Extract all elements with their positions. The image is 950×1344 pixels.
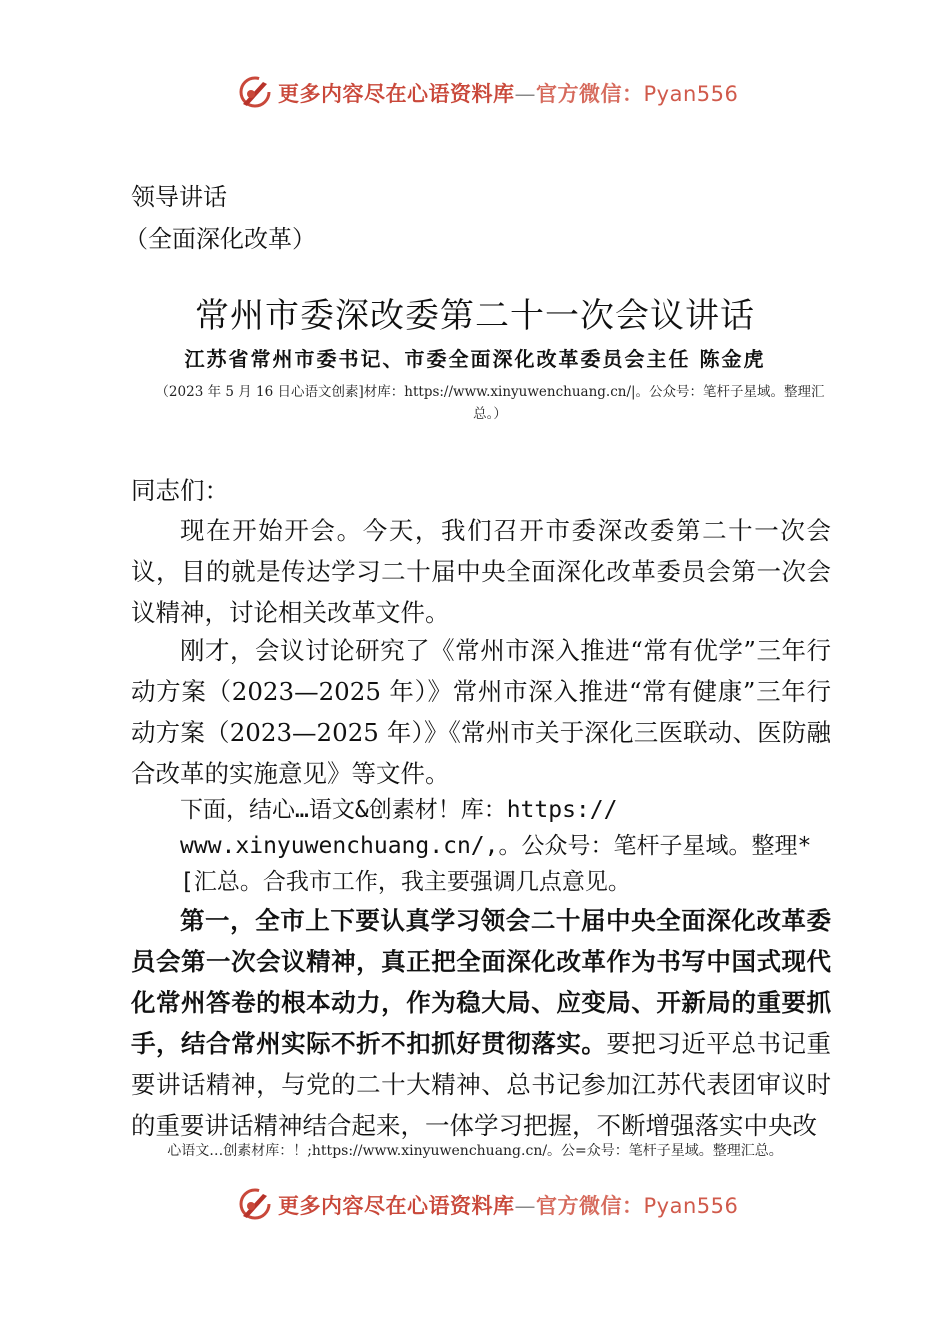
bottom-banner xyxy=(0,1180,950,1230)
paragraph-4-text: 要把习近平总书记重要讲话精神，与党的二十大精神、总书记参加江苏代表团审议时的重要讲话精神结合起来，一体学习把握，不断增强落实中央改 xyxy=(131,1029,832,1140)
paragraph-3-line-3: [汇总。合我市工作，我主要强调几点意见。 xyxy=(180,869,631,895)
category-sublabel: （全面深化改革） xyxy=(124,225,316,253)
banner-main: 更多内容尽在心语资料库 xyxy=(278,82,515,106)
banner-separator: — xyxy=(514,82,536,106)
source-note: （2023 年 5 月 16 日心语文创素]材库：https://www.xinyuwenchuang.cn/|。公众号：笔杆子星域。整理汇总。） xyxy=(155,384,825,422)
category-label: 领导讲话 xyxy=(131,183,227,211)
paragraph-3 xyxy=(131,792,831,900)
banner-separator: — xyxy=(514,1194,536,1218)
banner-text xyxy=(278,78,738,108)
brush-logo-icon xyxy=(237,74,273,110)
paragraph-2: 刚才，会议讨论研究了《常州市深入推进“常有优学”三年行动方案（2023—2025 年）》常州市深入推进“常有健康”三年行动方案（2023—2025 年）》《常州市关于深化三医联动、医防融合改革的实施意见》等文件。 xyxy=(131,636,831,788)
banner-wechat-id: Pyan556 xyxy=(643,1194,739,1218)
paragraph-3-line-1: 下面，结心…语文&创素材！库：https:// xyxy=(180,797,618,823)
banner-text xyxy=(278,1190,738,1220)
banner-wechat-id: Pyan556 xyxy=(643,82,739,106)
paragraph-1: 现在开始开会。今天，我们召开市委深改委第二十一次会议，目的就是传达学习二十届中央全面深化改革委员会第一次会议精神，讨论相关改革文件。 xyxy=(131,516,831,627)
paragraph-3-line-2: www.xinyuwenchuang.cn/,。公众号：笔杆子星域。整理* xyxy=(180,833,812,859)
banner-wechat-label: 官方微信： xyxy=(536,1194,644,1218)
banner-wechat-label: 官方微信： xyxy=(536,82,644,106)
paragraph-4-emphasis: 第一，全市上下要认真学习领会二十届中央全面深化改革委员会第一次会议精神，真正把全面深化改革作为书写中国式现代化常州答卷的根本动力，作为稳大局、应变局、开新局的重要抓手，结合常州实际不折不扣抓好贯彻落实。 xyxy=(131,906,831,1058)
footer-note: 心语文…创素材库：！;https://www.xinyuwenchuang.cn/。公=众号：笔杆子星域。整理汇总。 xyxy=(167,1143,783,1159)
banner-main: 更多内容尽在心语资料库 xyxy=(278,1194,515,1218)
author-line: 江苏省常州市委书记、市委全面深化改革委员会主任 陈金虎 xyxy=(184,347,766,371)
document-title: 常州市委深改委第二十一次会议讲话 xyxy=(195,296,755,336)
paragraph-4 xyxy=(131,900,831,1146)
top-banner xyxy=(0,68,950,118)
brush-logo-icon xyxy=(237,1186,273,1222)
greeting: 同志们： xyxy=(131,476,229,505)
